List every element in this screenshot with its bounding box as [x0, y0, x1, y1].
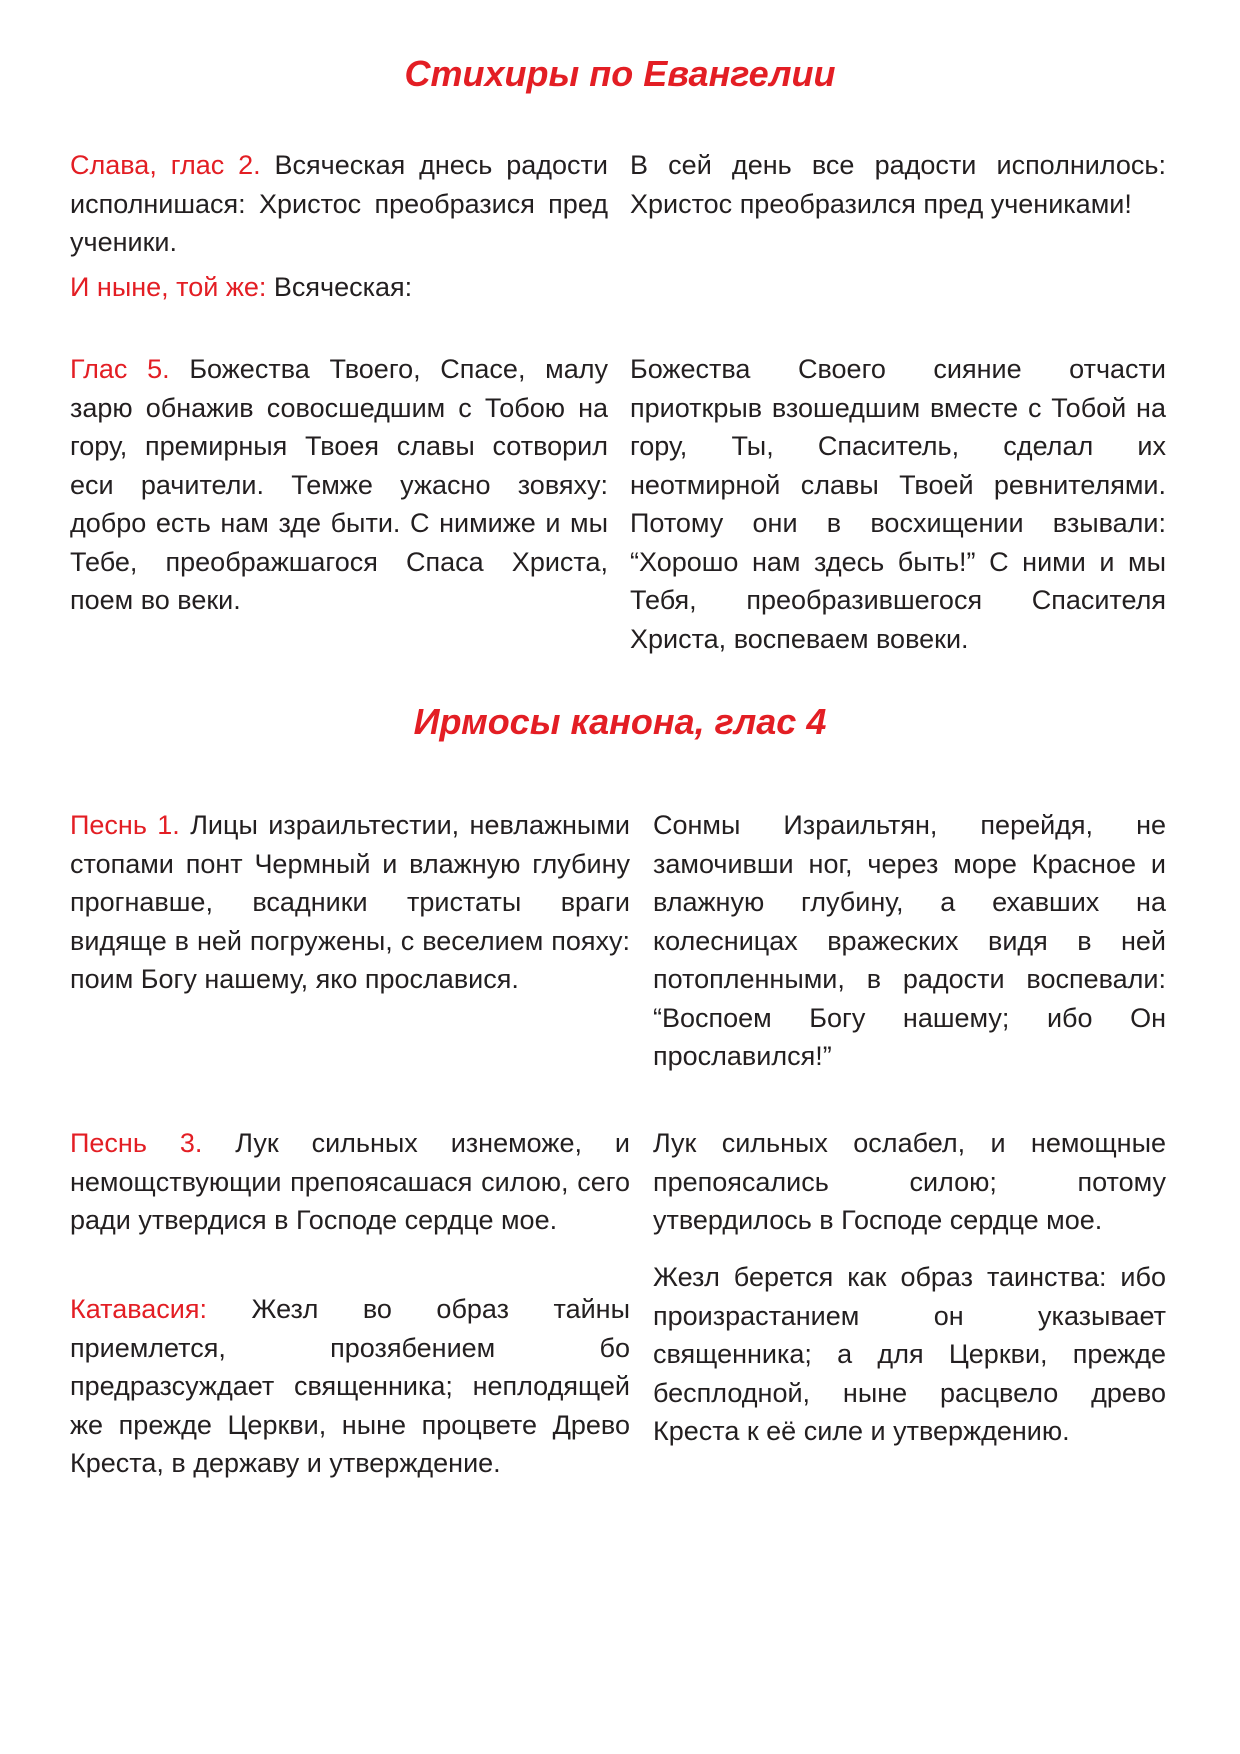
pesn3-label: Песнь 3. — [70, 1128, 203, 1158]
glas5-russian: Божества Своего сияние отчасти приоткрыв взошедшим вместе с Тобой на гору, Ты, Спаситель, сделал их неотмирной славы Твоей ревнителями. Потому они в восхищении взывали: “Хорошо нам здесь быть!” С ними и мы Тебя, преобразившегося Спасителя Христа, воспеваем вовеки. — [630, 354, 1166, 654]
glas5-church-slavonic — [70, 350, 608, 620]
section-title-stichera: Стихиры по Евангелии — [404, 53, 836, 94]
pesn3-church-slavonic — [70, 1124, 630, 1240]
glas5-text: Божества Твоего, Спасе, малу зарю обнажив совосшедшим с Тобою на гору, премирныя Твоея славы сотворил еси рачители. Темже ужасно зовяху: добро есть нам зде быти. С нимиже и мы Тебе, преображшагося Спаса Христа, поем во веки. — [70, 354, 608, 615]
katavasia-russian: Жезл берется как образ таинства: ибо произрастанием он указывает священника; а для Церкви, прежде бесплодной, ныне расцвело древо Креста к её силе и утверждению. — [653, 1262, 1166, 1446]
slava-church-slavonic — [70, 146, 608, 262]
i-nyne-text: Всяческая: — [273, 272, 413, 302]
pesn1-label: Песнь 1. — [70, 810, 180, 840]
katavasia-text: Жезл во образ тайны приемлется, прозябением бо предразсуждает священника; неплодящей же прежде Церкви, ныне процвете Древо Креста, в державу и утверждение. — [70, 1294, 630, 1478]
katavasia-church-slavonic — [70, 1290, 630, 1483]
i-nyne-label: И ныне, той же: — [70, 272, 267, 302]
slava-text: Всяческая днесь радости исполнишася: Христос преобразися пред ученики. — [70, 150, 608, 257]
pesn1-text: Лицы израильтестии, невлажными стопами понт Чермный и влажную глубину прогнавше, всадники тристаты враги видяще в ней погружены, с веселием пояху: поим Богу нашему, яко прославися. — [70, 810, 630, 994]
section-title-irmosy: Ирмосы канона, глас 4 — [413, 701, 827, 742]
i-nyne-line — [70, 268, 608, 307]
pesn1-church-slavonic — [70, 806, 630, 999]
glas5-label: Глас 5. — [70, 354, 170, 384]
slava-label: Слава, глас 2. — [70, 150, 261, 180]
katavasia-label: Катавасия: — [70, 1294, 207, 1324]
slava-russian: В сей день все радости исполнилось: Христос преобразился пред учениками! — [630, 150, 1166, 219]
pesn3-text: Лук сильных изнеможе, и немощствующии препоясашася силою, сего ради утвердися в Господе сердце мое. — [70, 1128, 630, 1235]
pesn1-russian: Сонмы Израильтян, перейдя, не замочивши ног, через море Красное и влажную глубину, а ехавших на колесницах вражеских видя в ней потопленными, в радости воспевали: “Воспоем Богу нашему; ибо Он прославился!” — [653, 810, 1166, 1071]
pesn3-russian: Лук сильных ослабел, и немощные препоясались силою; потому утвердилось в Господе сердце мое. — [653, 1128, 1166, 1235]
